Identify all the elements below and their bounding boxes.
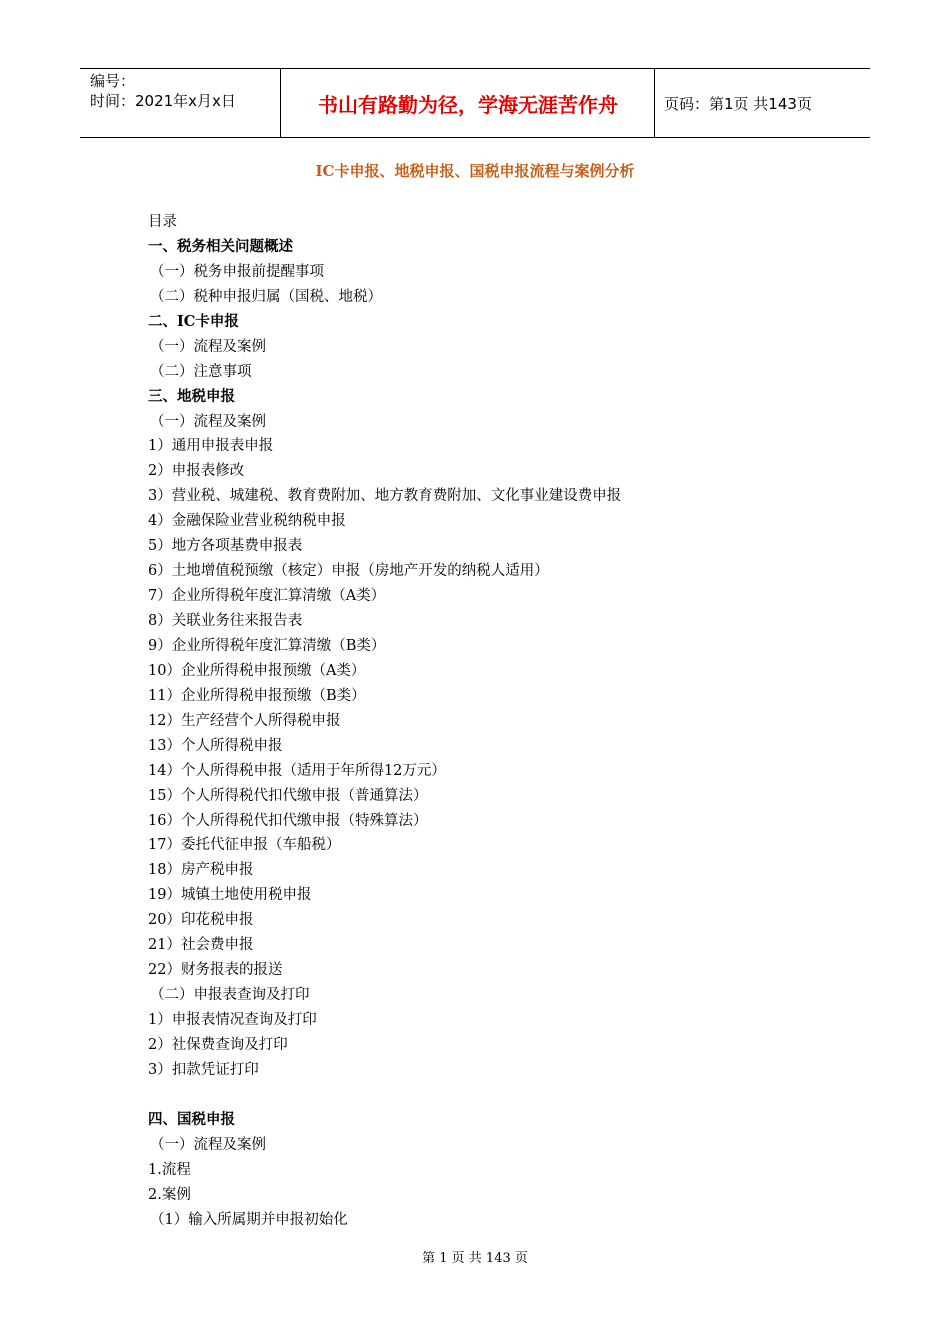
header-table <box>80 68 870 138</box>
toc-line: 21）社会费申报 <box>148 937 254 954</box>
toc-line: 一、税务相关问题概述 <box>148 237 293 255</box>
toc-line: 18）房产税申报 <box>148 862 254 879</box>
toc-line: 2.案例 <box>148 1186 191 1203</box>
toc-line: 10）企业所得税申报预缴（A类） <box>148 662 366 679</box>
motto: 书山有路勤为径，学海无涯苦作舟 <box>282 69 655 137</box>
toc-line: 3）扣款凭证打印 <box>148 1061 259 1078</box>
toc-line: 16）个人所得税代扣代缴申报（特殊算法） <box>148 812 428 829</box>
toc-line: 8）关联业务往来报告表 <box>148 613 303 629</box>
toc-spacer <box>148 1083 621 1108</box>
toc-line: 三、地税申报 <box>148 387 235 405</box>
toc-line: 7）企业所得税年度汇算清缴（A类） <box>148 588 386 605</box>
toc-heading: 目录 <box>148 214 177 230</box>
number-label: 编号： <box>90 72 136 90</box>
toc-line: 2）社保费查询及打印 <box>148 1036 288 1053</box>
toc-line: 1）申报表情况查询及打印 <box>148 1012 317 1028</box>
toc-line: 6）土地增值税预缴（核定）申报（房地产开发的纳税人适用） <box>148 563 549 580</box>
document-title: IC卡申报、地税申报、国税申报流程与案例分析 <box>315 162 635 180</box>
toc-line: 15）个人所得税代扣代缴申报（普通算法） <box>148 787 428 804</box>
toc-line: 1.流程 <box>148 1161 191 1178</box>
toc-line: （一）流程及案例 <box>150 1136 266 1153</box>
toc-line: （二）注意事项 <box>150 363 252 380</box>
toc-line: 2）申报表修改 <box>148 463 245 480</box>
toc-line: （一）流程及案例 <box>150 413 266 430</box>
toc-line: 5）地方各项基费申报表 <box>148 538 303 555</box>
page-footer: 第 1 页 共 143 页 <box>422 1251 528 1266</box>
toc-line: 17）委托代征申报（车船税） <box>148 837 341 854</box>
page-info: 页码：第1页 共143页 <box>664 94 812 113</box>
toc-line: 13）个人所得税申报 <box>148 737 283 754</box>
toc-line: （一）流程及案例 <box>150 338 266 355</box>
toc-line: 1）通用申报表申报 <box>148 438 274 455</box>
toc-line: 22）财务报表的报送 <box>148 962 283 979</box>
toc-line: （二）申报表查询及打印 <box>150 987 310 1004</box>
toc-line: 11）企业所得税申报预缴（B类） <box>148 687 366 704</box>
toc-line: （二）税种申报归属（国税、地税） <box>150 288 382 305</box>
toc-line: 14）个人所得税申报（适用于年所得12万元） <box>148 762 446 779</box>
table-of-contents <box>148 210 621 1232</box>
toc-line: 4）金融保险业营业税纳税申报 <box>148 513 346 530</box>
time-label: 时间：2021年x月x日 <box>90 92 236 110</box>
toc-line: （一）税务申报前提醒事项 <box>150 263 324 280</box>
header-meta-cell <box>80 69 281 137</box>
toc-line: 9）企业所得税年度汇算清缴（B类） <box>148 637 386 654</box>
toc-line: 二、IC卡申报 <box>148 312 239 330</box>
toc-line: 20）印花税申报 <box>148 912 254 929</box>
toc-line: 四、国税申报 <box>148 1110 235 1128</box>
toc-line: 3）营业税、城建税、教育费附加、地方教育费附加、文化事业建设费申报 <box>148 488 622 505</box>
toc-line: 12）生产经营个人所得税申报 <box>148 712 341 729</box>
toc-line: 19）城镇土地使用税申报 <box>148 887 312 904</box>
toc-line: （1）输入所属期并申报初始化 <box>150 1211 348 1228</box>
